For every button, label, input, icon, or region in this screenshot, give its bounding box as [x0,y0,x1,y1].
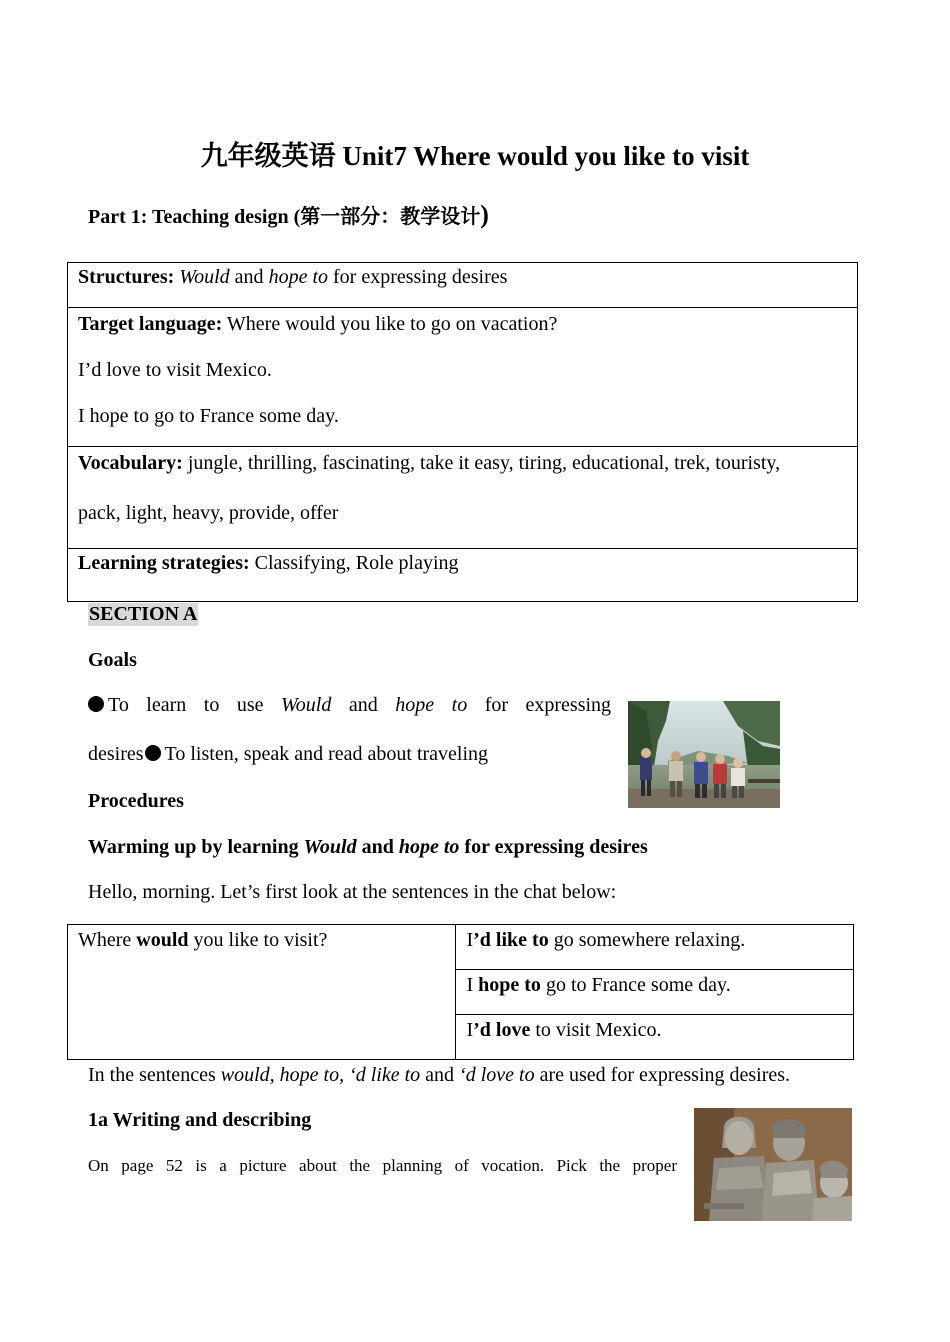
vocabulary-label: Vocabulary: [78,452,183,474]
goal-1-would: Would [280,694,332,716]
target-line-3: I hope to go to France some day. [78,405,339,427]
question-cell [68,925,456,1060]
structures-and: and [229,266,269,288]
part1-close: ) [480,200,489,229]
answer-1-part-c: go somewhere relaxing. [548,929,746,951]
target-language-cell [68,308,858,447]
question-would: would [136,929,189,951]
answer-2-part-a: I [466,974,479,996]
answer-1-part-a: I [466,929,474,951]
goal-line-1 [88,694,611,717]
answer-3-part-a: I [466,1019,474,1041]
target-line-2: I’d love to visit Mexico. [78,359,272,381]
answer-3-part-c: to visit Mexico. [530,1019,662,1041]
procedures-heading: Procedures [88,790,184,812]
terracotta-warriors-photo [694,1108,852,1221]
goal-line-2 [88,743,488,766]
document-title: 九年级英语 Unit7 Where would you like to visit [200,141,750,171]
goal-1-end: desires [88,743,144,765]
structures-label: Structures: [78,266,175,288]
vocabulary-line-2: pack, light, heavy, provide, offer [78,502,339,524]
answer-2-bold: hope to [478,974,541,996]
answer-cell-3 [456,1015,854,1060]
strategies-text: Classifying, Role playing [249,552,459,574]
goal-1-and: and [348,694,378,716]
part1-heading [88,200,489,230]
teaching-design-table [67,262,858,602]
note-part-a: In the sentences [88,1064,221,1086]
part1-text: Part 1: Teaching design (第一部分：教学设计 [88,206,481,228]
warming-part-c: for expressing desires [459,836,648,858]
hello-text: Hello, morning. Let’s first look at the sentences in the chat below: [88,881,617,903]
goal-1-part-a: To learn to use [108,694,264,716]
vocabulary-line-1: jungle, thrilling, fascinating, take it easy, tiring, educational, trek, touristy, [182,452,781,474]
goal-1-part-c: for expressing [484,694,612,716]
note-text [88,1064,790,1087]
table-row [68,549,858,602]
section-a-heading: SECTION A [89,603,198,625]
warming-hope-to: hope to [398,836,460,858]
exercise-1a-heading: 1a Writing and describing [88,1109,312,1131]
table-row [68,925,854,970]
table-row [68,447,858,549]
warming-would: Would [303,836,357,858]
vocabulary-cell [68,447,858,549]
answer-cell-2 [456,970,854,1015]
table-row [68,308,858,447]
bullet-icon [88,696,104,712]
structures-hope: hope to [268,266,328,288]
structures-cell [68,263,858,308]
target-label: Target language: [78,313,223,335]
goal-1-hope-to: hope to [395,694,468,716]
warming-part-a: Warming up by learning [88,836,304,858]
note-part-d: ‘d love to [459,1064,535,1086]
warming-and: and [356,836,399,858]
exercise-1a-text: On page 52 is a picture about the planning of vocation. Pick the proper [88,1156,677,1175]
answer-1-bold: ’d like to [473,929,549,951]
chat-table [67,924,854,1060]
table-row [68,263,858,308]
strategies-cell [68,549,858,602]
goals-heading: Goals [88,649,137,671]
structures-would: Would [179,266,230,288]
note-part-b: would, hope to, ‘d like to [220,1064,421,1086]
warming-up-heading [88,836,648,859]
river-travelers-photo [628,701,780,808]
structures-rest: for expressing desires [328,266,508,288]
answer-2-part-c: go to France some day. [540,974,731,996]
strategies-label: Learning strategies: [78,552,250,574]
question-part-c: you like to visit? [188,929,328,951]
question-part-a: Where [78,929,137,951]
note-part-c: and [420,1064,460,1086]
note-part-e: are used for expressing desires. [534,1064,791,1086]
target-line-1: Where would you like to go on vacation? [222,313,558,335]
bullet-icon [145,745,161,761]
answer-cell-1 [456,925,854,970]
answer-3-bold: ’d love [473,1019,531,1041]
goal-2-text: To listen, speak and read about traveling [164,743,489,765]
